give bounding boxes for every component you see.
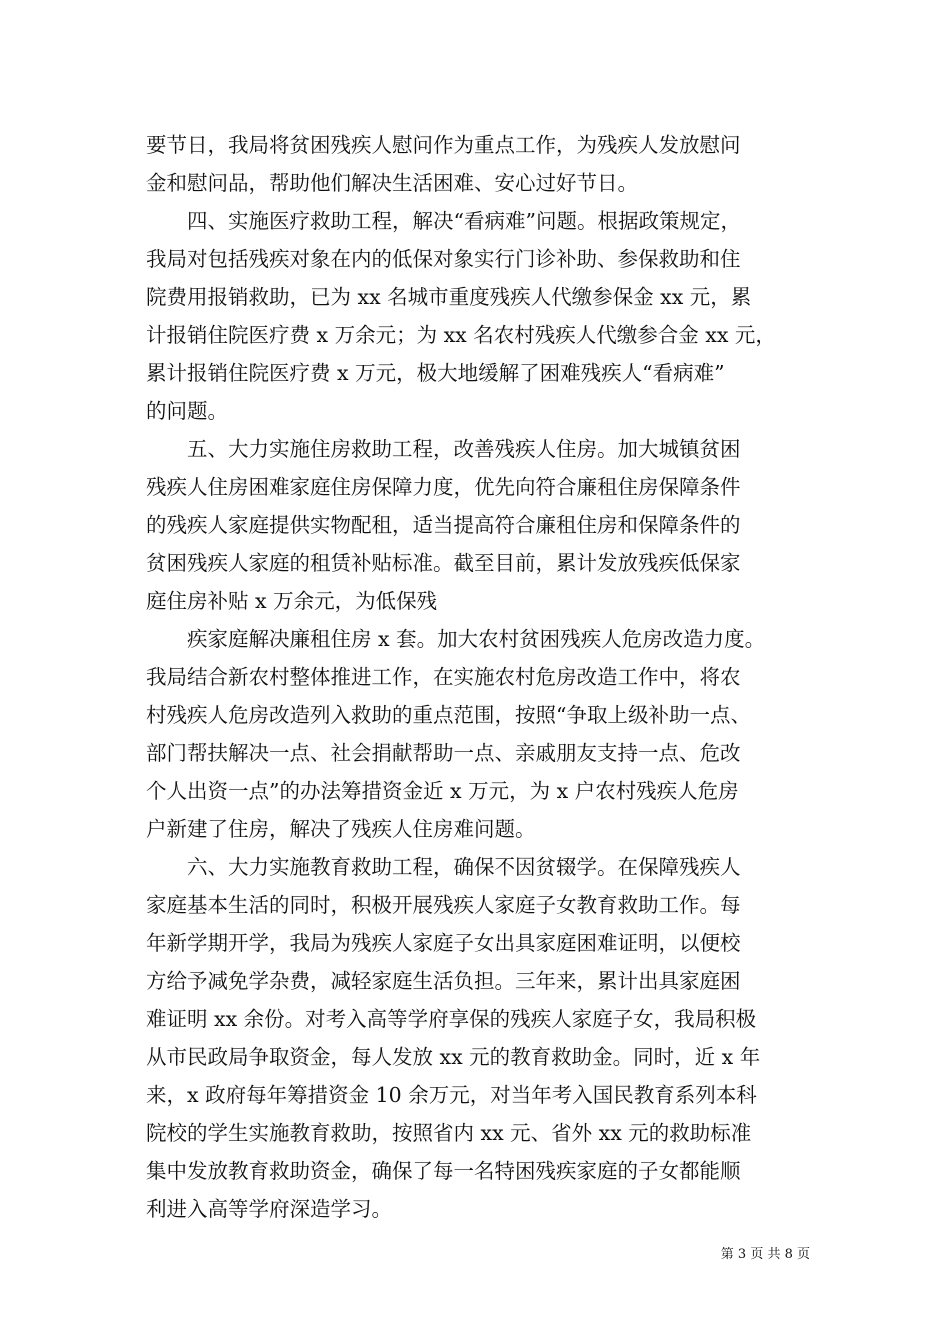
text-line: 户新建了住房，解决了残疾人住房难问题。 bbox=[146, 817, 536, 841]
text-line: 庭住房补贴 x 万余元，为低保残 bbox=[146, 589, 438, 613]
text-line: 院校的学生实施教育救助，按照省内 xx 元、省外 xx 元的救助标准 bbox=[146, 1121, 752, 1145]
text-line: 难证明 xx 余份。对考入高等学府享保的残疾人家庭子女，我局积极 bbox=[146, 1007, 757, 1031]
text-line: 我局结合新农村整体推进工作，在实施农村危房改造工作中，将农 bbox=[146, 665, 741, 689]
text-line: 家庭基本生活的同时，积极开展残疾人家庭子女教育救助工作。每 bbox=[146, 893, 741, 917]
text-line: 方给予减免学杂费，减轻家庭生活负担。三年来，累计出具家庭困 bbox=[146, 969, 741, 993]
page-number-footer: 第 3 页 共 8 页 bbox=[720, 1247, 810, 1262]
text-line: 集中发放教育救助资金，确保了每一名特困残疾家庭的子女都能顺 bbox=[146, 1159, 741, 1183]
text-line: 利进入高等学府深造学习。 bbox=[146, 1197, 392, 1221]
text-line: 来，x 政府每年筹措资金 10 余万元，对当年考入国民教育系列本科 bbox=[146, 1083, 757, 1107]
text-line: 从市民政局争取资金，每人发放 xx 元的教育救助金。同时，近 x 年 bbox=[146, 1045, 761, 1069]
text-line: 部门帮扶解决一点、社会捐献帮助一点、亲戚朋友支持一点、危改 bbox=[146, 741, 741, 765]
paragraph-heading-line: 四、实施医疗救助工程，解决“看病难”问题。根据政策规定， bbox=[187, 209, 741, 233]
text-line: 的问题。 bbox=[146, 399, 228, 423]
text-line: 累计报销住院医疗费 x 万元，极大地缓解了困难残疾人“看病难” bbox=[146, 361, 725, 385]
document-body bbox=[146, 126, 816, 1228]
text-line: 的残疾人家庭提供实物配租，适当提高符合廉租住房和保障条件的 bbox=[146, 513, 741, 537]
text-line: 个人出资一点”的办法筹措资金近 x 万元，为 x 户农村残疾人危房 bbox=[146, 779, 739, 803]
paragraph-heading-line: 五、大力实施住房救助工程，改善残疾人住房。加大城镇贫困 bbox=[187, 437, 741, 461]
paragraph-heading-line: 六、大力实施教育救助工程，确保不因贫辍学。在保障残疾人 bbox=[187, 855, 741, 879]
text-line: 年新学期开学，我局为残疾人家庭子女出具家庭困难证明，以便校 bbox=[146, 931, 741, 955]
text-line: 院费用报销救助，已为 xx 名城市重度残疾人代缴参保金 xx 元，累 bbox=[146, 285, 752, 309]
text-line: 我局对包括残疾对象在内的低保对象实行门诊补助、参保救助和住 bbox=[146, 247, 741, 271]
text-line: 要节日，我局将贫困残疾人慰问作为重点工作，为残疾人发放慰问 bbox=[146, 133, 741, 157]
text-line: 残疾人住房困难家庭住房保障力度，优先向符合廉租住房保障条件 bbox=[146, 475, 741, 499]
text-line: 计报销住院医疗费 x 万余元；为 xx 名农村残疾人代缴参合金 xx 元， bbox=[146, 323, 776, 347]
text-line: 金和慰问品，帮助他们解决生活困难、安心过好节日。 bbox=[146, 171, 638, 195]
text-line: 贫困残疾人家庭的租赁补贴标准。截至目前，累计发放残疾低保家 bbox=[146, 551, 741, 575]
text-line: 村残疾人危房改造列入救助的重点范围，按照“争取上级补助一点、 bbox=[146, 703, 751, 727]
text-line: 疾家庭解决廉租住房 x 套。加大农村贫困残疾人危房改造力度。 bbox=[187, 627, 766, 651]
